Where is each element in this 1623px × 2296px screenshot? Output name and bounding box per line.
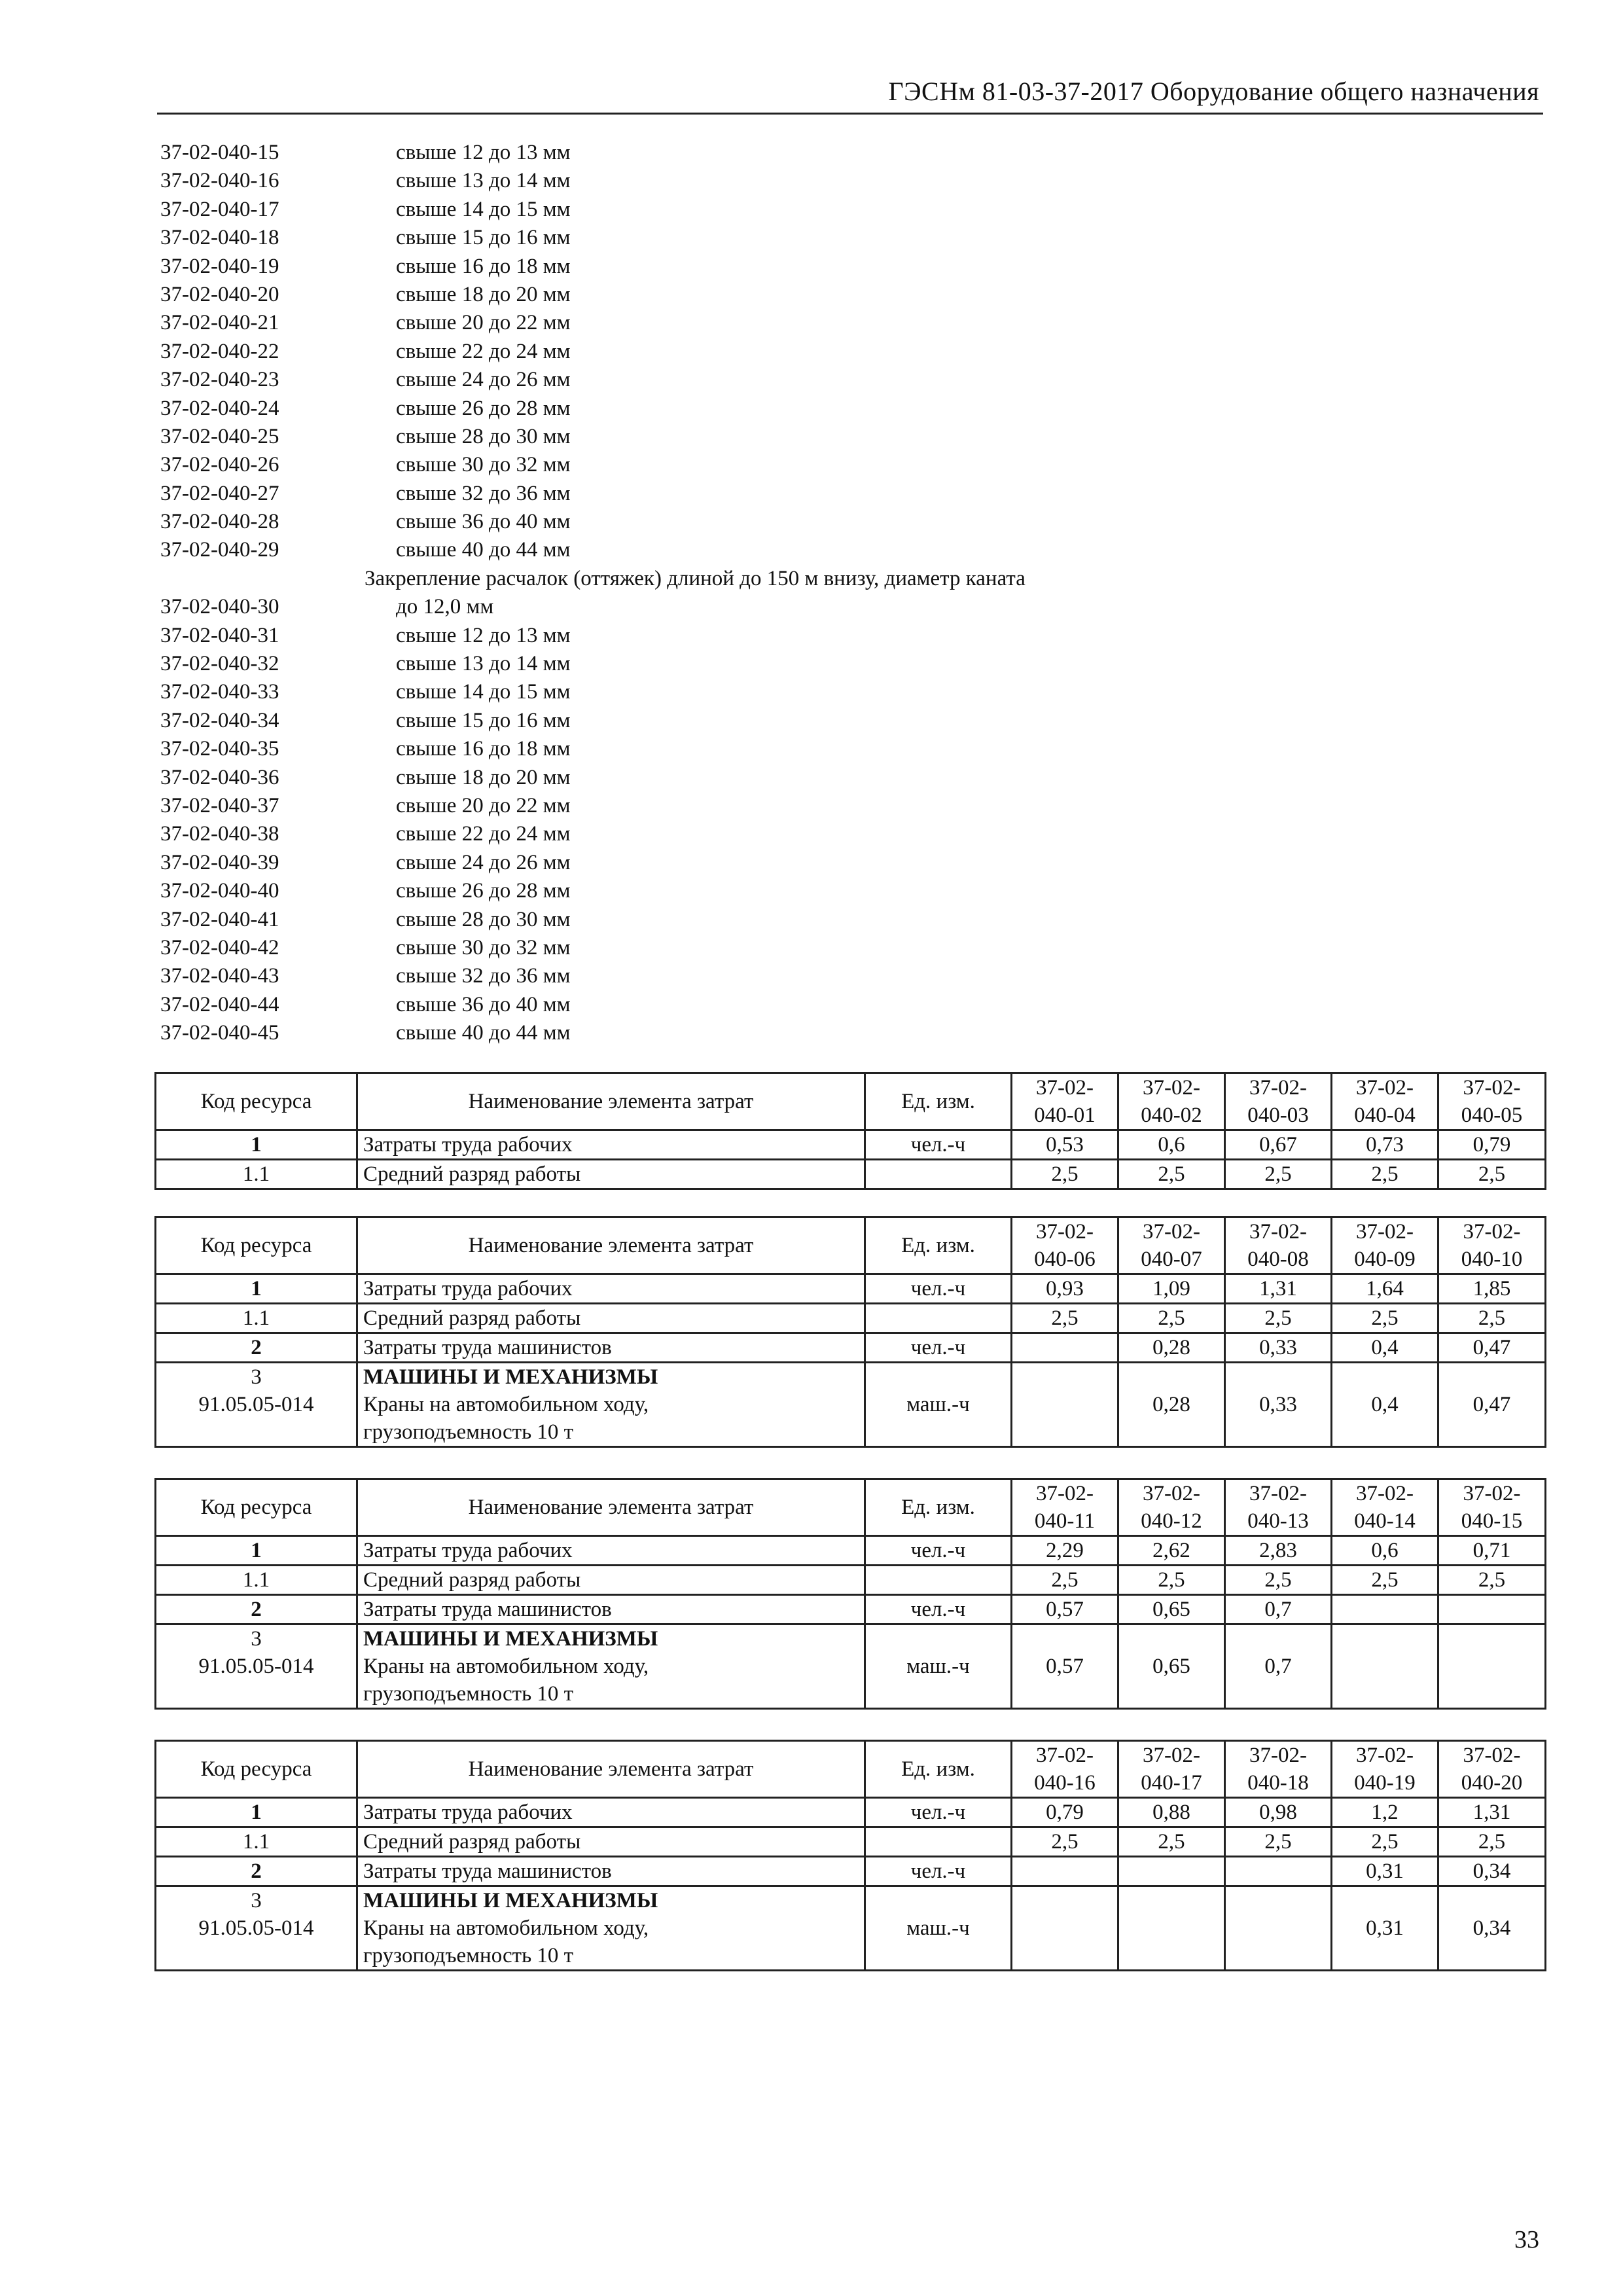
header-code: Код ресурса (156, 1217, 357, 1274)
row-unit (865, 1827, 1012, 1857)
header-norm-code: 37-02- 040-19 (1332, 1741, 1438, 1798)
item-description: свыше 15 до 16 мм (396, 226, 571, 250)
code-list-item (160, 536, 1404, 564)
code-list-item (160, 735, 1404, 763)
row-value (1012, 1333, 1118, 1363)
item-code: 37-02-040-31 (160, 623, 279, 647)
item-description: свыше 20 до 22 мм (396, 311, 571, 335)
item-description: свыше 14 до 15 мм (396, 197, 571, 221)
row-value: 2,5 (1225, 1827, 1332, 1857)
item-description: свыше 22 до 24 мм (396, 822, 571, 846)
table-row (156, 1304, 1546, 1333)
row-value: 2,29 (1012, 1536, 1118, 1566)
row-value: 1,85 (1438, 1274, 1546, 1304)
item-code: 37-02-040-25 (160, 424, 279, 448)
row-value: 0,28 (1118, 1333, 1225, 1363)
code-list-item (160, 423, 1404, 451)
code-list-item (160, 224, 1404, 252)
item-code: 37-02-040-42 (160, 935, 279, 960)
code-list-item (160, 508, 1404, 536)
header-norm-code: 37-02- 040-05 (1438, 1073, 1546, 1130)
item-code: 37-02-040-33 (160, 680, 279, 704)
item-description: свыше 36 до 40 мм (396, 992, 571, 1016)
item-description: свыше 13 до 14 мм (396, 169, 571, 193)
item-description: свыше 28 до 30 мм (396, 424, 571, 448)
row-value: 0,65 (1118, 1595, 1225, 1624)
row-value: 0,7 (1225, 1624, 1332, 1709)
table-row (156, 1363, 1546, 1447)
row-name: Средний разряд работы (357, 1566, 865, 1595)
row-code: 3 91.05.05-014 (156, 1624, 357, 1709)
header-norm-code: 37-02- 040-15 (1438, 1479, 1546, 1536)
row-unit: чел.-ч (865, 1274, 1012, 1304)
row-value: 2,5 (1438, 1160, 1546, 1189)
code-list-item (160, 1019, 1404, 1047)
item-description: свыше 16 до 18 мм (396, 737, 571, 761)
row-value: 0,34 (1438, 1857, 1546, 1886)
item-code: 37-02-040-20 (160, 282, 279, 306)
item-code: 37-02-040-40 (160, 879, 279, 903)
header-norm-code: 37-02- 040-20 (1438, 1741, 1546, 1798)
item-code: 37-02-040-17 (160, 197, 279, 221)
row-value: 0,4 (1332, 1363, 1438, 1447)
item-code: 37-02-040-30 (160, 595, 279, 619)
machine-name: Краны на автомобильном ходу, грузоподъемность 10 т (363, 1393, 649, 1444)
table-header-row (156, 1073, 1546, 1130)
row-unit: чел.-ч (865, 1798, 1012, 1827)
item-description: свыше 36 до 40 мм (396, 510, 571, 534)
item-description: свыше 12 до 13 мм (396, 141, 571, 164)
code-list-item (160, 906, 1404, 934)
row-value: 2,5 (1118, 1827, 1225, 1857)
code-list-item (160, 650, 1404, 678)
header-norm-code: 37-02- 040-06 (1012, 1217, 1118, 1274)
row-value: 2,5 (1332, 1827, 1438, 1857)
row-name: Затраты труда машинистов (357, 1333, 865, 1363)
header-norm-code: 37-02- 040-10 (1438, 1217, 1546, 1274)
row-value: 2,5 (1118, 1566, 1225, 1595)
row-value (1225, 1886, 1332, 1971)
row-value (1012, 1363, 1118, 1447)
item-code: 37-02-040-24 (160, 396, 279, 420)
code-list-item (160, 678, 1404, 706)
resource-table (154, 1072, 1546, 1190)
table-row (156, 1130, 1546, 1160)
item-code: 37-02-040-34 (160, 708, 279, 732)
row-value: 0,47 (1438, 1363, 1546, 1447)
item-code: 37-02-040-21 (160, 311, 279, 335)
header-norm-code: 37-02- 040-12 (1118, 1479, 1225, 1536)
item-description: свыше 16 до 18 мм (396, 254, 571, 278)
header-norm-code: 37-02- 040-17 (1118, 1741, 1225, 1798)
item-description: свыше 12 до 13 мм (396, 623, 571, 647)
row-value: 2,5 (1012, 1304, 1118, 1333)
table-row (156, 1798, 1546, 1827)
header-code: Код ресурса (156, 1073, 357, 1130)
row-unit: маш.-ч (865, 1624, 1012, 1709)
item-code: 37-02-040-44 (160, 992, 279, 1016)
row-unit: чел.-ч (865, 1857, 1012, 1886)
row-name (357, 1363, 865, 1447)
row-value: 0,28 (1118, 1363, 1225, 1447)
code-list-item (160, 877, 1404, 905)
code-list-item (160, 962, 1404, 990)
code-list-item (160, 934, 1404, 962)
row-unit (865, 1160, 1012, 1189)
item-description: свыше 18 до 20 мм (396, 282, 571, 306)
row-value: 0,71 (1438, 1536, 1546, 1566)
table-row (156, 1333, 1546, 1363)
row-unit: чел.-ч (865, 1130, 1012, 1160)
code-list-item (160, 338, 1404, 366)
row-name: Затраты труда рабочих (357, 1130, 865, 1160)
row-unit (865, 1304, 1012, 1333)
code-list-item (160, 309, 1404, 337)
document-title: ГЭСНм 81-03-37-2017 Оборудование общего назначения (888, 77, 1539, 106)
item-description: свыше 26 до 28 мм (396, 879, 571, 903)
row-value (1438, 1624, 1546, 1709)
header-unit: Ед. изм. (865, 1073, 1012, 1130)
page-number: 33 (1514, 2226, 1539, 2253)
item-code: 37-02-040-41 (160, 907, 279, 931)
row-value: 2,5 (1012, 1160, 1118, 1189)
row-unit: чел.-ч (865, 1333, 1012, 1363)
item-description: свыше 32 до 36 мм (396, 964, 571, 988)
row-value: 2,5 (1118, 1304, 1225, 1333)
item-description: свыше 32 до 36 мм (396, 481, 571, 505)
row-value: 1,09 (1118, 1274, 1225, 1304)
table-header-row (156, 1479, 1546, 1536)
code-list-item (160, 820, 1404, 848)
item-code: 37-02-040-23 (160, 368, 279, 392)
item-code: 37-02-040-19 (160, 254, 279, 278)
item-code: 37-02-040-16 (160, 169, 279, 193)
row-value: 0,57 (1012, 1595, 1118, 1624)
item-code: 37-02-040-43 (160, 964, 279, 988)
row-code: 1.1 (156, 1566, 357, 1595)
item-code: 37-02-040-15 (160, 141, 279, 164)
machine-name: Краны на автомобильном ходу, грузоподъемность 10 т (363, 1916, 649, 1967)
header-norm-code: 37-02- 040-08 (1225, 1217, 1332, 1274)
row-code: 3 91.05.05-014 (156, 1363, 357, 1447)
item-code: 37-02-040-29 (160, 538, 279, 562)
item-description: Закрепление расчалок (оттяжек) длиной до 150 м внизу, диаметр каната (365, 566, 1026, 590)
header-norm-code: 37-02- 040-18 (1225, 1741, 1332, 1798)
row-value: 0,31 (1332, 1857, 1438, 1886)
row-code: 2 (156, 1595, 357, 1624)
row-value: 2,5 (1012, 1827, 1118, 1857)
header-norm-code: 37-02- 040-01 (1012, 1073, 1118, 1130)
row-value: 0,33 (1225, 1333, 1332, 1363)
row-value: 2,62 (1118, 1536, 1225, 1566)
row-value: 1,31 (1225, 1274, 1332, 1304)
item-description: свыше 28 до 30 мм (396, 907, 571, 931)
row-value: 2,5 (1332, 1566, 1438, 1595)
row-name (357, 1624, 865, 1709)
row-code: 1 (156, 1798, 357, 1827)
row-code: 1 (156, 1536, 357, 1566)
table-row (156, 1274, 1546, 1304)
row-value (1118, 1857, 1225, 1886)
item-description: свыше 13 до 14 мм (396, 652, 571, 676)
row-name: Затраты труда рабочих (357, 1798, 865, 1827)
row-value: 0,7 (1225, 1595, 1332, 1624)
header-name: Наименование элемента затрат (357, 1073, 865, 1130)
code-list-item (160, 366, 1404, 394)
code-list-item (160, 253, 1404, 281)
row-name: Затраты труда рабочих (357, 1274, 865, 1304)
code-list-item (160, 849, 1404, 877)
row-value: 1,2 (1332, 1798, 1438, 1827)
row-value: 2,5 (1225, 1566, 1332, 1595)
header-code: Код ресурса (156, 1479, 357, 1536)
row-name: Средний разряд работы (357, 1160, 865, 1189)
row-value: 0,73 (1332, 1130, 1438, 1160)
item-code: 37-02-040-35 (160, 737, 279, 761)
header-norm-code: 37-02- 040-09 (1332, 1217, 1438, 1274)
row-code: 2 (156, 1333, 357, 1363)
row-value (1118, 1886, 1225, 1971)
code-list (160, 139, 1404, 1048)
header-norm-code: 37-02- 040-13 (1225, 1479, 1332, 1536)
table-row (156, 1595, 1546, 1624)
item-description: свыше 14 до 15 мм (396, 680, 571, 704)
code-list-item (160, 593, 1404, 621)
table-row (156, 1160, 1546, 1189)
table-row (156, 1827, 1546, 1857)
code-list-item (160, 196, 1404, 224)
row-value: 2,5 (1225, 1160, 1332, 1189)
row-value: 0,98 (1225, 1798, 1332, 1827)
section-title: МАШИНЫ И МЕХАНИЗМЫ (363, 1627, 658, 1651)
row-value: 1,31 (1438, 1798, 1546, 1827)
row-name: Затраты труда рабочих (357, 1536, 865, 1566)
item-description: свыше 30 до 32 мм (396, 935, 571, 960)
item-description: свыше 15 до 16 мм (396, 708, 571, 732)
row-value: 0,4 (1332, 1333, 1438, 1363)
code-list-item (160, 139, 1404, 167)
row-value: 0,79 (1012, 1798, 1118, 1827)
item-code: 37-02-040-27 (160, 481, 279, 505)
row-value: 0,47 (1438, 1333, 1546, 1363)
page-header (157, 71, 1543, 115)
row-value: 0,88 (1118, 1798, 1225, 1827)
row-unit: чел.-ч (865, 1595, 1012, 1624)
item-code: 37-02-040-39 (160, 850, 279, 874)
code-list-item (160, 792, 1404, 820)
item-description: свыше 24 до 26 мм (396, 850, 571, 874)
row-value: 0,6 (1118, 1130, 1225, 1160)
code-list-item (160, 395, 1404, 423)
header-norm-code: 37-02- 040-16 (1012, 1741, 1118, 1798)
item-code: 37-02-040-22 (160, 339, 279, 363)
code-list-item (160, 707, 1404, 735)
item-code: 37-02-040-28 (160, 510, 279, 534)
row-name: Средний разряд работы (357, 1827, 865, 1857)
header-code: Код ресурса (156, 1741, 357, 1798)
code-list-item (160, 281, 1404, 309)
row-value: 0,93 (1012, 1274, 1118, 1304)
item-code: 37-02-040-37 (160, 793, 279, 817)
row-value: 0,31 (1332, 1886, 1438, 1971)
row-value: 2,5 (1332, 1304, 1438, 1333)
code-list-item (160, 991, 1404, 1019)
header-unit: Ед. изм. (865, 1217, 1012, 1274)
row-value (1225, 1857, 1332, 1886)
table-row (156, 1566, 1546, 1595)
row-code: 1 (156, 1130, 357, 1160)
header-unit: Ед. изм. (865, 1479, 1012, 1536)
resource-table (154, 1478, 1546, 1710)
row-value (1438, 1595, 1546, 1624)
code-list-item (160, 451, 1404, 479)
table-row (156, 1857, 1546, 1886)
code-list-item (160, 480, 1404, 508)
header-norm-code: 37-02- 040-11 (1012, 1479, 1118, 1536)
row-unit: маш.-ч (865, 1363, 1012, 1447)
resource-table (154, 1216, 1546, 1448)
row-value: 0,6 (1332, 1536, 1438, 1566)
row-name: Затраты труда машинистов (357, 1595, 865, 1624)
row-value: 0,34 (1438, 1886, 1546, 1971)
table-row (156, 1886, 1546, 1971)
item-code: 37-02-040-38 (160, 822, 279, 846)
table-header-row (156, 1217, 1546, 1274)
row-code: 3 91.05.05-014 (156, 1886, 357, 1971)
item-description: свыше 20 до 22 мм (396, 793, 571, 817)
row-code: 1 (156, 1274, 357, 1304)
code-list-group-heading (160, 565, 1404, 593)
row-unit (865, 1566, 1012, 1595)
machine-name: Краны на автомобильном ходу, грузоподъемность 10 т (363, 1655, 649, 1706)
row-value: 0,33 (1225, 1363, 1332, 1447)
row-value (1012, 1857, 1118, 1886)
item-code: 37-02-040-45 (160, 1021, 279, 1045)
row-value (1332, 1624, 1438, 1709)
table-header-row (156, 1741, 1546, 1798)
row-name: Средний разряд работы (357, 1304, 865, 1333)
header-norm-code: 37-02- 040-07 (1118, 1217, 1225, 1274)
item-description: свыше 24 до 26 мм (396, 368, 571, 392)
row-value: 0,65 (1118, 1624, 1225, 1709)
row-name: Затраты труда машинистов (357, 1857, 865, 1886)
item-description: до 12,0 мм (396, 595, 494, 619)
row-code: 2 (156, 1857, 357, 1886)
header-name: Наименование элемента затрат (357, 1479, 865, 1536)
header-norm-code: 37-02- 040-03 (1225, 1073, 1332, 1130)
header-unit: Ед. изм. (865, 1741, 1012, 1798)
row-value: 2,5 (1012, 1566, 1118, 1595)
item-code: 37-02-040-26 (160, 453, 279, 477)
row-value: 0,57 (1012, 1624, 1118, 1709)
table-row (156, 1536, 1546, 1566)
row-value: 2,5 (1438, 1566, 1546, 1595)
row-value: 2,83 (1225, 1536, 1332, 1566)
item-description: свыше 30 до 32 мм (396, 453, 571, 477)
row-value: 0,79 (1438, 1130, 1546, 1160)
section-title: МАШИНЫ И МЕХАНИЗМЫ (363, 1889, 658, 1912)
row-value: 0,67 (1225, 1130, 1332, 1160)
code-list-item (160, 764, 1404, 792)
item-description: свыше 22 до 24 мм (396, 339, 571, 363)
row-value (1332, 1595, 1438, 1624)
code-list-item (160, 622, 1404, 650)
header-norm-code: 37-02- 040-02 (1118, 1073, 1225, 1130)
item-description: свыше 26 до 28 мм (396, 396, 571, 420)
row-code: 1.1 (156, 1160, 357, 1189)
resource-table (154, 1740, 1546, 1971)
row-value: 2,5 (1332, 1160, 1438, 1189)
row-unit: маш.-ч (865, 1886, 1012, 1971)
header-norm-code: 37-02- 040-04 (1332, 1073, 1438, 1130)
header-norm-code: 37-02- 040-14 (1332, 1479, 1438, 1536)
item-description: свыше 18 до 20 мм (396, 765, 571, 789)
header-name: Наименование элемента затрат (357, 1741, 865, 1798)
row-value: 0,53 (1012, 1130, 1118, 1160)
header-name: Наименование элемента затрат (357, 1217, 865, 1274)
section-title: МАШИНЫ И МЕХАНИЗМЫ (363, 1365, 658, 1389)
table-row (156, 1624, 1546, 1709)
row-value: 1,64 (1332, 1274, 1438, 1304)
item-description: свыше 40 до 44 мм (396, 538, 571, 562)
row-unit: чел.-ч (865, 1536, 1012, 1566)
row-code: 1.1 (156, 1304, 357, 1333)
item-code: 37-02-040-32 (160, 652, 279, 676)
row-value: 2,5 (1225, 1304, 1332, 1333)
item-code: 37-02-040-18 (160, 226, 279, 250)
row-value: 2,5 (1118, 1160, 1225, 1189)
row-value (1012, 1886, 1118, 1971)
row-value: 2,5 (1438, 1827, 1546, 1857)
row-code: 1.1 (156, 1827, 357, 1857)
row-value: 2,5 (1438, 1304, 1546, 1333)
row-name (357, 1886, 865, 1971)
item-code: 37-02-040-36 (160, 765, 279, 789)
code-list-item (160, 167, 1404, 195)
item-description: свыше 40 до 44 мм (396, 1021, 571, 1045)
